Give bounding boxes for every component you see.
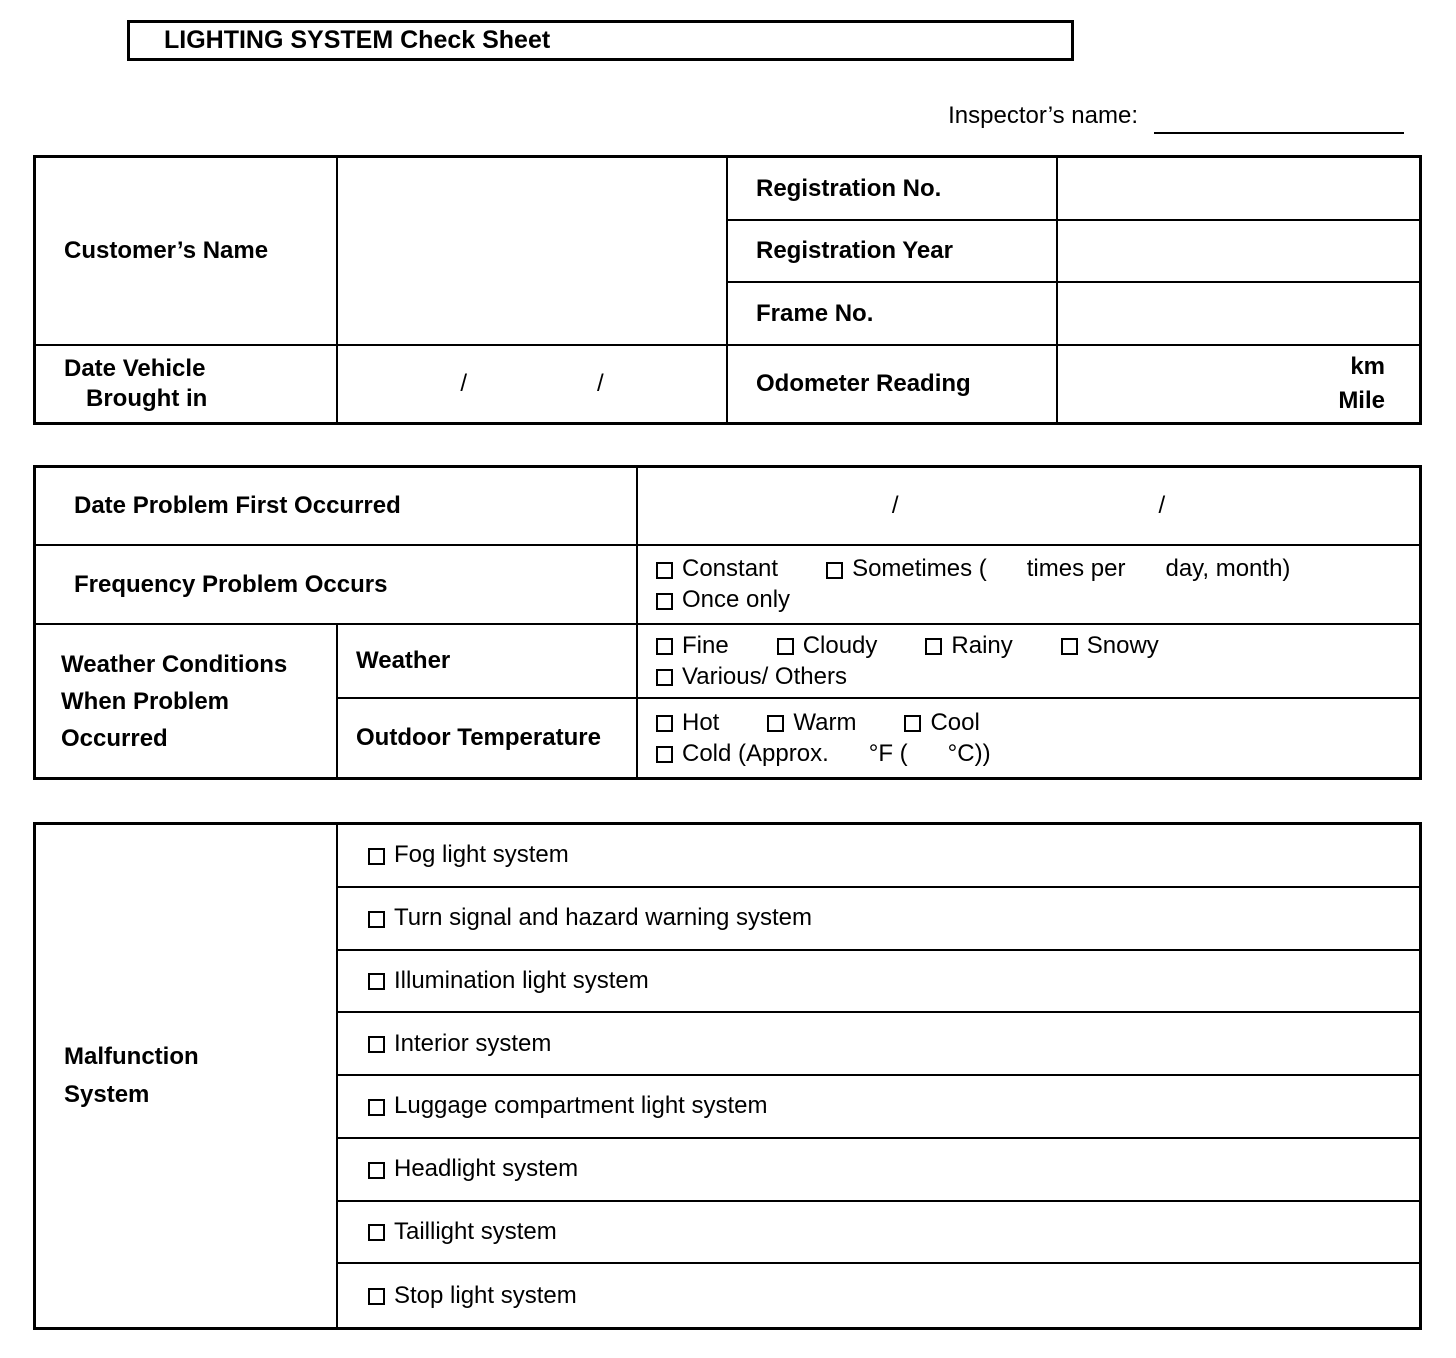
frame-no-field: [1058, 283, 1419, 346]
option-label: Cool: [930, 708, 980, 736]
frequency-problem-occurs-label: Frequency Problem Occurs: [36, 546, 638, 625]
malfunction-item-turn-signal-hazard: [338, 888, 1419, 951]
option-rainy: [925, 632, 1012, 660]
option-cold: [656, 740, 991, 768]
malfunction-item-taillight: [338, 1202, 1419, 1265]
checkbox-icon: [656, 715, 673, 732]
outdoor-temperature-label: Outdoor Temperature: [338, 699, 638, 777]
checkbox-icon: [368, 1224, 385, 1241]
option-constant: [656, 555, 778, 583]
malfunction-item-label: Stop light system: [394, 1281, 577, 1309]
unit-mile-label: Mile: [1338, 387, 1385, 414]
option-label: Hot: [682, 708, 720, 736]
checkbox-icon: [777, 638, 794, 655]
malfunction-item-label: Illumination light system: [394, 966, 649, 994]
checkbox-icon: [904, 715, 921, 732]
weather-conditions-label: [36, 625, 338, 777]
registration-year-field: [1058, 221, 1419, 283]
malfunction-item-label: Turn signal and hazard warning system: [394, 904, 812, 932]
option-label: Snowy: [1086, 631, 1159, 659]
registration-year-label: Registration Year: [728, 221, 1058, 283]
odometer-reading-field: [1058, 346, 1419, 422]
weather-conditions-label-line1: Weather Conditions: [61, 650, 288, 678]
option-various-others: [656, 663, 847, 691]
malfunction-item-headlight: [338, 1139, 1419, 1202]
date-problem-first-occurred-field: [638, 468, 1419, 546]
date-slash-2: /: [597, 370, 604, 397]
weather-label: Weather: [338, 625, 638, 699]
malfunction-item-illumination-light: [338, 951, 1419, 1014]
option-label: Cloudy: [802, 631, 878, 659]
title-box: [127, 20, 1074, 61]
option-label: Cold (Approx. °F ( °C)): [682, 739, 991, 767]
customer-name-field: [338, 158, 728, 346]
malfunction-label-line1: Malfunction: [64, 1043, 199, 1070]
malfunction-item-label: Interior system: [394, 1029, 552, 1057]
malfunction-item-label: Headlight system: [394, 1155, 579, 1183]
checkbox-icon: [656, 746, 673, 763]
checkbox-icon: [767, 715, 784, 732]
checkbox-icon: [656, 562, 673, 579]
option-label: Sometimes ( times per day, month): [852, 555, 1291, 582]
malfunction-system-label: [36, 825, 338, 1327]
option-cloudy: [777, 632, 878, 660]
option-label: Constant: [682, 555, 779, 582]
checkbox-icon: [368, 1162, 385, 1179]
malfunction-item-fog-light: [338, 825, 1419, 888]
odometer-reading-label: Odometer Reading: [728, 346, 1058, 422]
malfunction-label-line2: System: [64, 1081, 150, 1108]
checkbox-icon: [656, 593, 673, 610]
vehicle-info-table: [33, 155, 1422, 425]
registration-no-label: Registration No.: [728, 158, 1058, 221]
outdoor-temperature-options: [638, 699, 1419, 777]
checkbox-icon: [925, 638, 942, 655]
option-once-only: [656, 586, 790, 614]
checkbox-icon: [656, 669, 673, 686]
option-label: Fine: [682, 631, 729, 659]
checkbox-icon: [368, 973, 385, 990]
option-sometimes: [826, 555, 1290, 583]
option-label: Various/ Others: [682, 662, 847, 690]
date-problem-first-occurred-label: Date Problem First Occurred: [36, 468, 638, 546]
malfunction-item-stop-light: [338, 1264, 1419, 1327]
problem-date-slash-2: /: [1158, 492, 1166, 519]
option-hot: [656, 709, 719, 737]
weather-conditions-label-line3: Occurred: [61, 724, 168, 752]
problem-date-slash-1: /: [891, 492, 899, 519]
checkbox-icon: [656, 638, 673, 655]
date-vehicle-brought-in-label: [36, 346, 338, 422]
option-label: Once only: [682, 586, 791, 613]
date-vehicle-brought-in-field: [338, 346, 728, 422]
frame-no-label: Frame No.: [728, 283, 1058, 346]
option-snowy: [1061, 632, 1159, 660]
option-label: Warm: [793, 708, 857, 736]
checkbox-icon: [368, 1288, 385, 1305]
date-vehicle-label-line2: Brought in: [86, 385, 208, 412]
registration-no-field: [1058, 158, 1419, 221]
checkbox-icon: [1061, 638, 1078, 655]
malfunction-item-label: Fog light system: [394, 841, 569, 869]
unit-km-label: km: [1350, 353, 1385, 380]
checkbox-icon: [826, 562, 843, 579]
checkbox-icon: [368, 1036, 385, 1053]
malfunction-item-interior: [338, 1013, 1419, 1076]
problem-details-table: [33, 465, 1422, 780]
option-fine: [656, 632, 729, 660]
weather-options: [638, 625, 1419, 699]
date-vehicle-label-line1: Date Vehicle: [64, 355, 206, 382]
inspector-name-label: Inspector’s name:: [948, 102, 1138, 129]
malfunction-item-label: Luggage compartment light system: [394, 1092, 768, 1120]
malfunction-item-label: Taillight system: [394, 1217, 557, 1245]
malfunction-item-luggage-compartment: [338, 1076, 1419, 1139]
checkbox-icon: [368, 1099, 385, 1116]
customer-name-label: Customer’s Name: [36, 158, 338, 346]
frequency-problem-occurs-options: [638, 546, 1419, 625]
malfunction-system-table: [33, 822, 1422, 1330]
date-slash-1: /: [460, 370, 467, 397]
inspector-name-field: [1154, 102, 1404, 134]
page-title: LIGHTING SYSTEM Check Sheet: [164, 26, 551, 54]
checkbox-icon: [368, 911, 385, 928]
option-label: Rainy: [951, 631, 1013, 659]
weather-conditions-label-line2: When Problem: [61, 687, 230, 715]
inspector-name-row: [0, 102, 1404, 134]
checkbox-icon: [368, 848, 385, 865]
option-warm: [767, 709, 856, 737]
option-cool: [904, 709, 979, 737]
